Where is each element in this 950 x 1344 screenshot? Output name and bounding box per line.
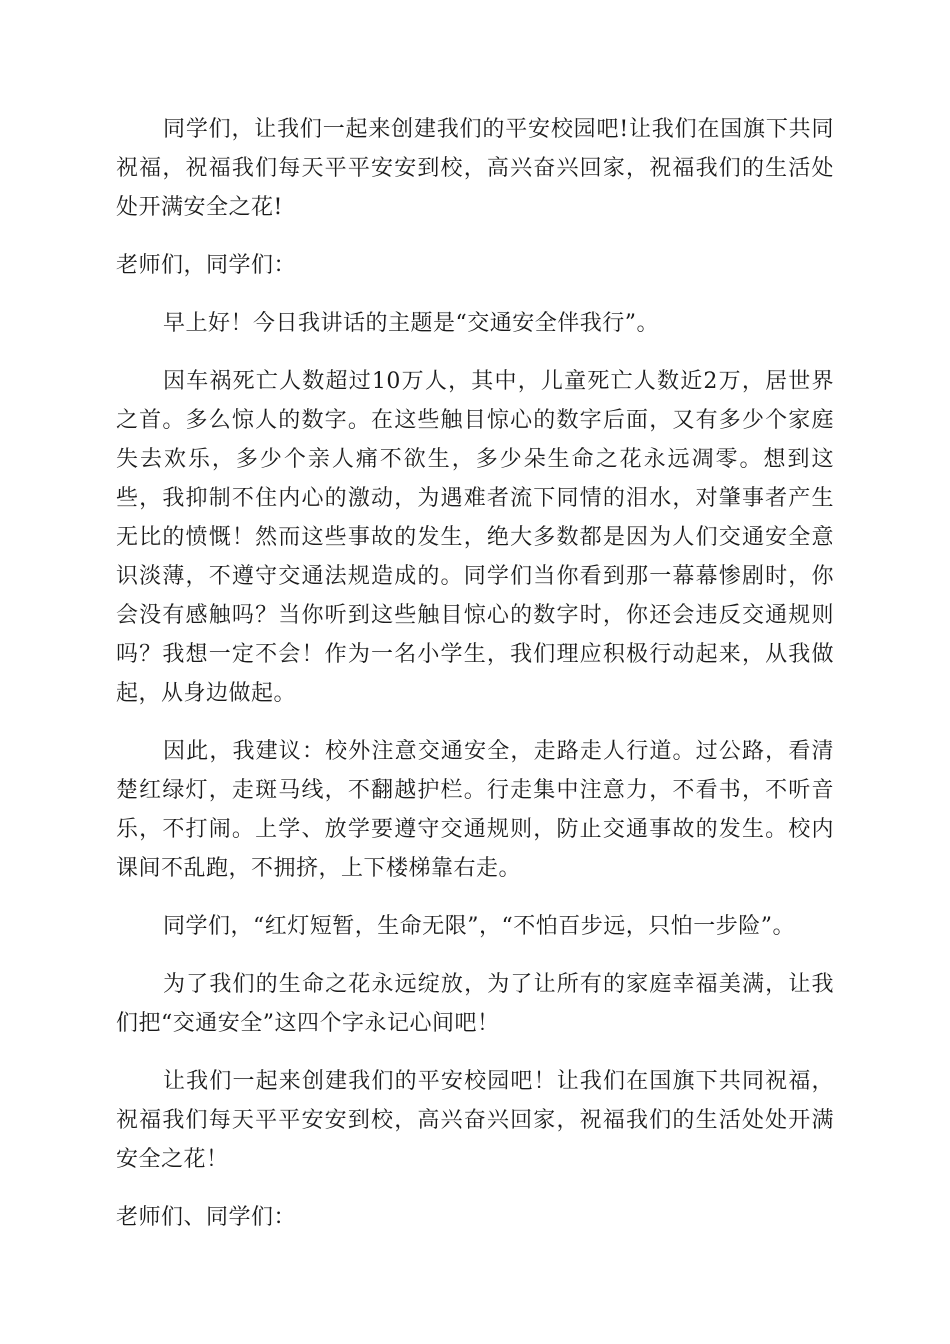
paragraph-closing-blessing: 同学们，让我们一起来创建我们的平安校园吧!让我们在国旗下共同祝福，祝福我们每天平平安安到校，高兴奋兴回家，祝福我们的生活处处开满安全之花! (116, 117, 834, 220)
paragraph-greeting-topic: 早上好！今日我讲话的主题是“交通安全伴我行”。 (163, 311, 659, 336)
paragraph-salutation-2: 老师们、同学们： (116, 1205, 297, 1230)
paragraph-slogans: 同学们，“红灯短暂，生命无限”，“不怕百步远，只怕一步险”。 (163, 914, 795, 939)
paragraph-accident-statistics: 因车祸死亡人数超过10万人，其中，儿童死亡人数近2万，居世界之首。多么惊人的数字。在这些触目惊心的数字后面，又有多少个家庭失去欢乐，多少个亲人痛不欲生，多少朵生命之花永远凋零。想到这些，我抑制不住内心的激动，为遇难者流下同情的泪水，对肇事者产生无比的愤慨！然而这些事故的发生，绝大多数都是因为人们交通安全意识淡薄，不遵守交通法规造成的。同学们当你看到那一幕幕惨剧时，你会没有感触吗？当你听到这些触目惊心的数字时，你还会违反交通规则吗？我想一定不会！作为一名小学生，我们理应积极行动起来，从我做起，从身边做起。 (116, 369, 834, 706)
paragraph-campus-blessing: 让我们一起来创建我们的平安校园吧！让我们在国旗下共同祝福，祝福我们每天平平安安到校，高兴奋兴回家，祝福我们的生活处处开满安全之花！ (116, 1069, 834, 1172)
paragraph-remember-safety: 为了我们的生命之花永远绽放，为了让所有的家庭幸福美满，让我们把“交通安全”这四个字永记心间吧！ (116, 972, 834, 1036)
document-body (116, 110, 834, 1256)
paragraph-salutation: 老师们，同学们： (116, 253, 297, 278)
paragraph-safety-suggestions: 因此，我建议：校外注意交通安全，走路走人行道。过公路，看清楚红绿灯，走斑马线，不翻越护栏。行走集中注意力，不看书，不听音乐，不打闹。上学、放学要遵守交通规则，防止交通事故的发生。校内课间不乱跑，不拥挤，上下楼梯靠右走。 (116, 739, 834, 881)
